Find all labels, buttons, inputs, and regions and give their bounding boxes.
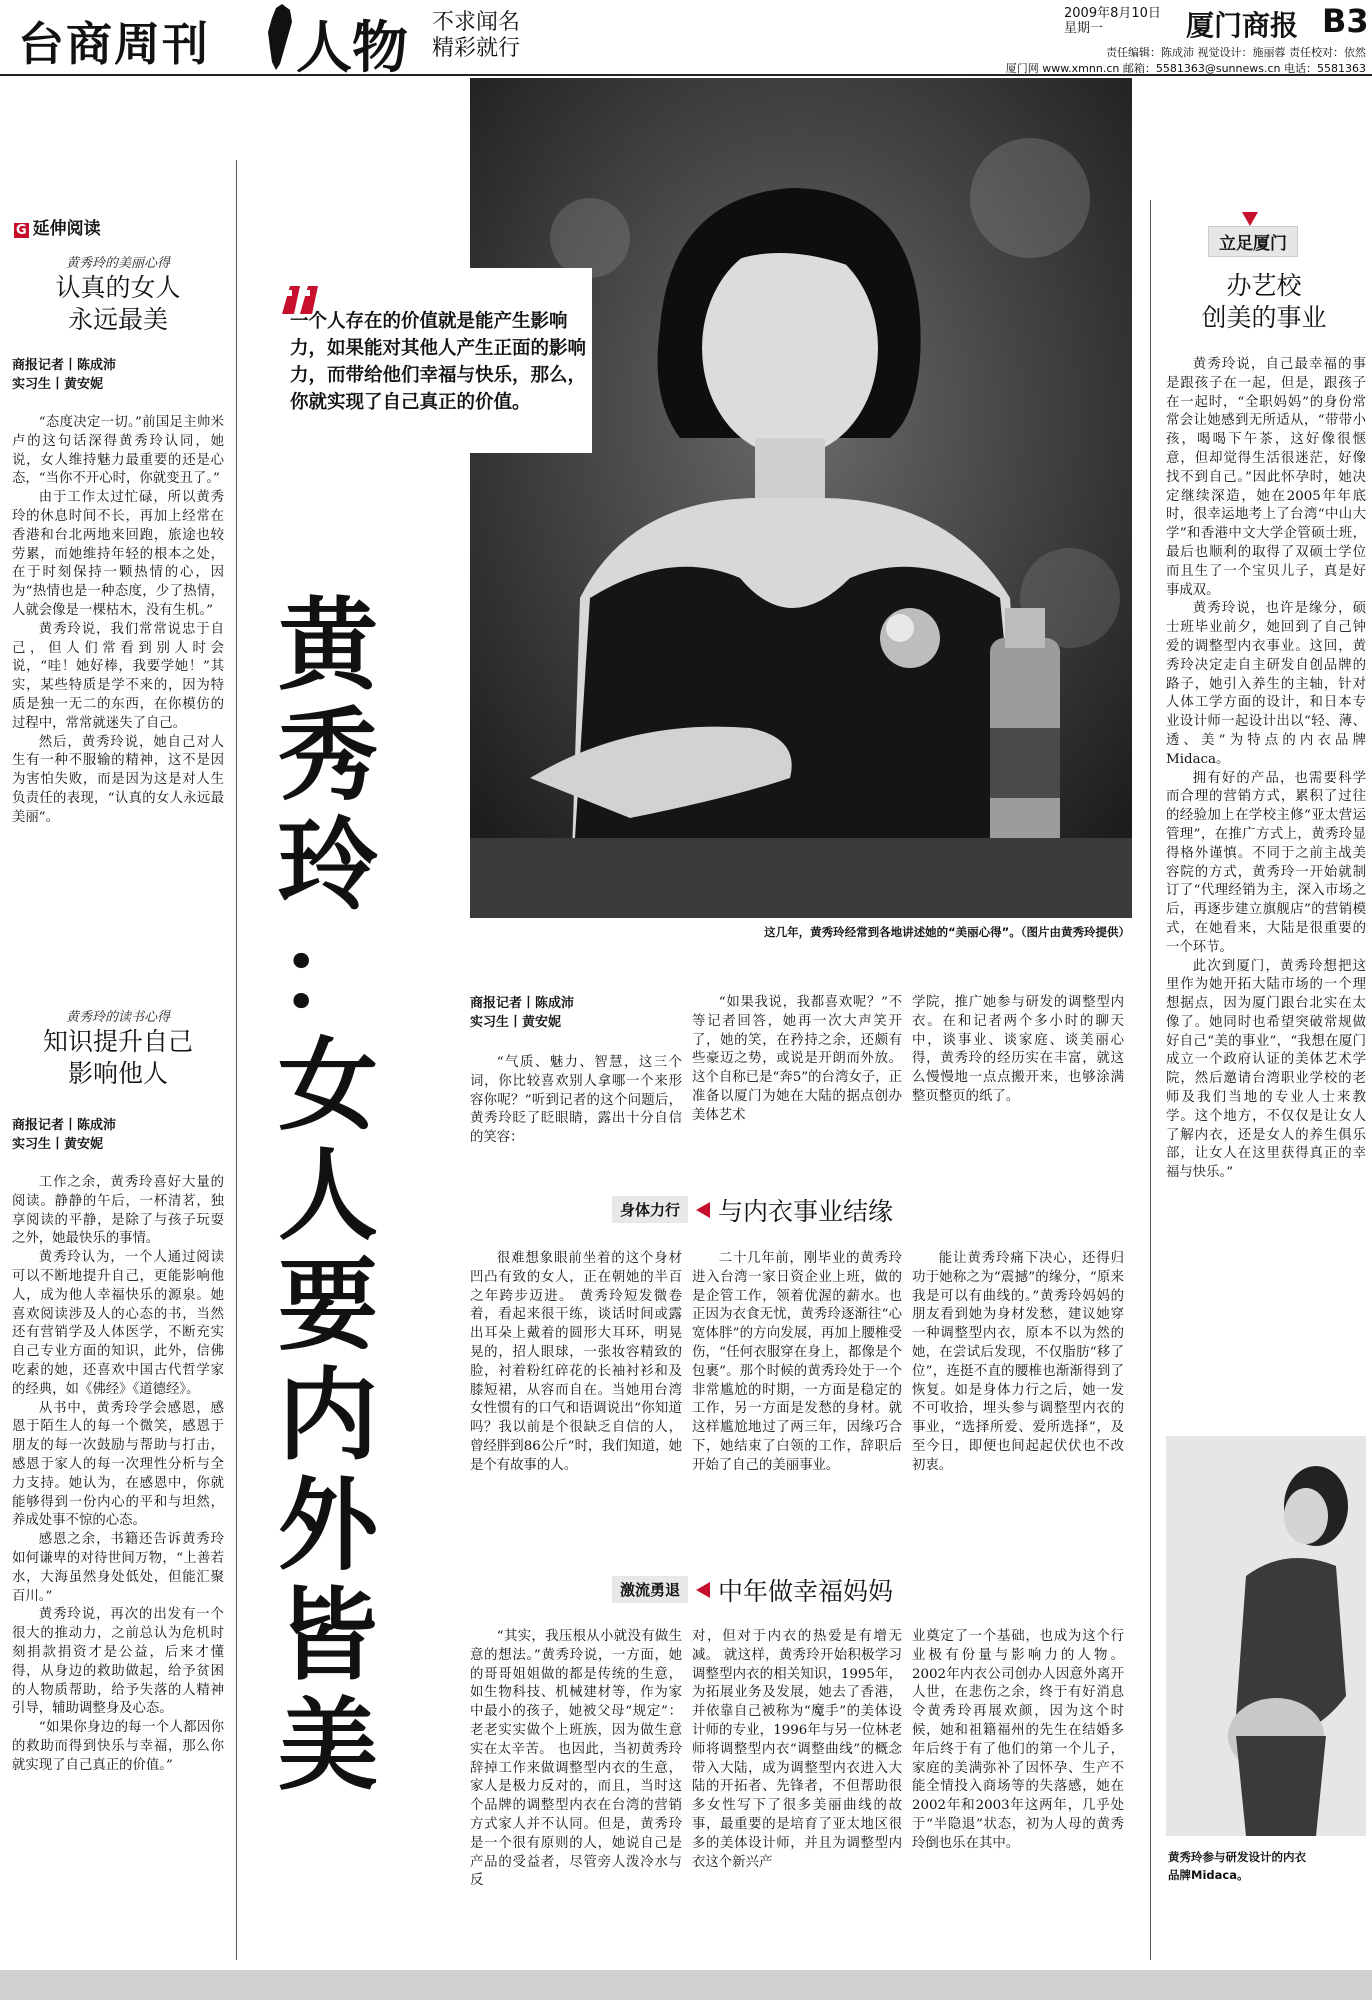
main-headline: 黄 秀 玲 ： 女 人 要 内 外 皆 美 — [278, 586, 378, 1804]
section1-tag: 身体力行 — [612, 1196, 688, 1223]
contact-line: 厦门网 www.xmnn.cn 邮箱：5581363@sunnews.cn 电话：5581363 — [1005, 62, 1366, 75]
page-number: B3 — [1322, 2, 1369, 40]
right-body: 黄秀玲说，自己最幸福的事是跟孩子在一起，但是，跟孩子在一起时，“全职妈妈”的身份常常会让她感到无所适从，“带带小孩，喝喝下午茶，这好像很惬意，但却觉得生活很迷茫，好像找不到自己。”因此怀孕时，她决定继续深造，她在2005年年底时，很幸运地考上了台湾“中山大学”和香港中文大学企管硕士班，最后也顺利的取得了双硕士学位而且生了一个宝贝儿子，真是好事成双。 黄秀玲说，也许是缘分，硕士班毕业前夕，她回到了自己钟爱的调整型内衣事业。这回，黄秀玲决定走自主研发自创品牌的路子，她引入养生的主轴，针对人体工学方面的设计，和日本专业设计师一起设计出以“轻、薄、透、美”为特点的内衣品牌Midaca。 拥有好的产品，也需要科学而合理的营销方式，累积了过往的经验加上在学校主修“亚太营运管理”，在推广方式上，黄秀玲显得格外谨慎。不同于之前主战美容院的方式，黄秀玲一开始就制订了“代理经销为主，深入市场之后，再逐步建立旗舰店”的营销模式，在她看来，大陆是很重要的一个环节。 此次到厦门，黄秀玲想把这里作为她开拓大陆市场的一个理想据点，因为厦门跟台北实在太像了。她同时也希望突破常规做好自己“美的事业”，“我想在厦门成立一个政府认证的美体艺术学院，然后邀请台湾职业学校的老师及我们当地的专业人士来教学。这个地方，不仅仅是让女人了解内衣，还是女人的养生俱乐部，让女人在这里获得真正的幸福与快乐。” — [1166, 357, 1366, 1181]
paper-name: 厦门商报 — [1186, 9, 1299, 42]
section1-col3: 能让黄秀玲痛下决心，还得归功于她称之为“震撼”的缘分，“原来我是可以有曲线的。”黄秀玲妈妈的朋友看到她为身材发愁，建议她穿一种调整型内衣，原本不以为然的她，在尝试后发现，不仅脂肪“移了位”，连挺不直的腰椎也渐渐得到了恢复。如是身体力行之后，她一发不可收拾，埋头参与调整型内衣的事业，“选择所爱、爱所选择”，及至今日，即便也间起起伏伏也不改初衷。 — [912, 1251, 1124, 1473]
feature-byline: 商报记者丨陈成沛 实习生丨黄安妮 — [470, 996, 575, 1030]
section2-col3: 业奠定了一个基础，也成为这个行业极有份量与影响力的人物。 2002年内衣公司创办人因意外离开人世，在悲伤之余，终于有好消息令黄秀玲再展欢颜，因为这个时候，她和祖籍福州的先生在结婚多年后终于有了他们的第一个儿子，家庭的美满弥补了因怀孕、生产不能全情投入商场等的失落感，她在2002年和2003年这两年，几乎处于“半隐退”状态，初为人母的黄秀玲倒也乐在其中。 — [912, 1629, 1124, 1851]
article2-kicker: 黄秀玲的读书心得 — [65, 1010, 170, 1025]
issue-date: 2009年8月10日 星期一 — [1064, 6, 1161, 36]
section1-col1: 很难想象眼前坐着的这个身材凹凸有致的女人，正在朝她的半百之年跨步迈进。 黄秀玲短发微卷着，看起来很干练，谈话时间或露出耳朵上戴着的圆形大耳环，明晃晃的，招人眼球，一张妆容精致的脸，衬着粉红碎花的长袖衬衫和及膝短裙，从容而自在。当她用台湾女性惯有的口气和语调说出“你知道吗？我以前是个很缺乏自信的人，曾经胖到86公斤”时，我们知道，她是个有故事的人。 — [470, 1251, 682, 1473]
photo-caption: 这几年，黄秀玲经常到各地讲述她的“美丽心得”。（图片由黄秀玲提供） — [764, 925, 1130, 939]
taiwan-map-icon — [258, 2, 298, 72]
red-arrow-icon — [696, 1582, 710, 1598]
red-triangle-icon — [1242, 212, 1258, 226]
right-headline: 办艺校 创美的事业 — [1201, 271, 1327, 332]
column-rule-right — [1150, 200, 1151, 1960]
product-caption: 黄秀玲参与研发设计的内衣 品牌Midaca。 — [1168, 1850, 1306, 1882]
article1-byline: 商报记者丨陈成沛 实习生丨黄安妮 — [12, 358, 117, 392]
quote-text: 一个人存在的价值就是能产生影响力，如果能对其他人产生正面的影响力，而带给他们幸福与快乐，那么，你就实现了自己真正的价值。 — [290, 311, 587, 413]
feature-intro-col1: “气质、魅力、智慧，这三个词，你比较喜欢别人拿哪一个来形容你呢？”听到记者的这个问题后，黄秀玲眨了眨眼睛，露出十分自信的笑容： — [470, 1055, 682, 1146]
article2-body: 工作之余，黄秀玲喜好大量的阅读。静静的午后，一杯清茗，独享阅读的平静，是除了与孩子玩耍之外，她最快乐的事情。 黄秀玲认为，一个人通过阅读可以不断地提升自己，更能影响他人，成为他人幸福快乐的源泉。她喜欢阅读涉及人的心态的书，当然还有营销学及人体医学，不断充实自己专业方面的知识，此外，信佛吃素的她，还喜欢中国古代哲学家的经典，如《佛经》《道德经》。 从书中，黄秀玲学会感恩，感恩于陌生人的每一个微笑，感恩于朋友的每一次鼓励与帮助与打击，感恩于家人的每一次理性分析与全力支持。她认为，在感恩中，你就能够得到一份内心的平和与坦然，养成处事不惊的心态。 感恩之余，书籍还告诉黄秀玲如何谦卑的对待世间万物，“上善若水，大海虽然身处低处，但能汇聚百川。” 黄秀玲说，再次的出发有一个很大的推动力，之前总认为危机时刻捐款捐资才是公益，后来才懂得，从身边的救助做起，给予贫困的人物质帮助，给予失落的人精神引导，辅助调整身及心态。 “如果你身边的每一个人都因你的救助而得到快乐与幸福，那么你就实现了自己真正的价值。” — [12, 1175, 224, 1773]
article1-body: “态度决定一切。”前国足主帅米卢的这句话深得黄秀玲认同，她说，女人维持魅力最重要的还是心态，“当你不开心时，你就变丑了。” 由于工作太过忙碌，所以黄秀玲的休息时间不长，再加上经常在香港和台北两地来回跑，旅途也较劳累，而她维持年轻的根本之处，在于时刻保持一颗热情的心，因为“热情也是一种态度，少了热情，人就会像是一棵枯木，没有生机。” 黄秀玲说，我们常常说忠于自己，但人们常看到别人时会说，“哇！她好棒，我要学她！”其实，某些特质是学不来的，因为特质是独一无二的东西，在你模仿的过程中，常常就迷失了自己。 然后，黄秀玲说，她自己对人生有一种不服输的精神，这不是因为害怕失败，而是因为这是对人生负责任的表现，“认真的女人永远最美丽”。 — [12, 415, 224, 825]
label-mark-icon: G — [16, 223, 27, 238]
extended-reading-label: G 延伸阅读 — [16, 219, 101, 239]
portrait-illustration — [470, 78, 1132, 918]
article2-byline: 商报记者丨陈成沛 实习生丨黄安妮 — [12, 1118, 117, 1152]
product-illustration — [1166, 1436, 1366, 1836]
editor-credits: 责任编辑：陈成沛 视觉设计：施丽蓉 责任校对：依然 — [1106, 46, 1366, 59]
brand-title: 台商周刊 — [18, 17, 210, 71]
footer-bar — [0, 1970, 1372, 2000]
section-title: 人物 — [296, 16, 408, 81]
article1-headline: 认真的女人 永远最美 — [55, 273, 181, 334]
red-arrow-icon — [696, 1202, 710, 1218]
feature-intro-col3: 学院，推广她参与研发的调整型内衣。在和记者两个多小时的聊天中，谈事业、谈家庭、谈美丽心得，黄秀玲的经历实在丰富，就这么慢慢地一点点搬开来，也够涂满整页整页的纸了。 — [912, 995, 1124, 1104]
section2-title: 中年做幸福妈妈 — [718, 1577, 894, 1606]
article2-headline: 知识提升自己 影响他人 — [42, 1027, 193, 1088]
feature-intro-col2: “如果我说，我都喜欢呢？”不等记者回答，她再一次大声笑开了，她的笑，在矜持之余，还颇有些豪迈之势，或说是开朗而外放。 这个自称已是“奔5”的台湾女子，正准备以厦门为她在大陆的据点创办美体艺术 — [692, 995, 902, 1123]
product-photo — [1166, 1436, 1366, 1836]
section2-col2: 对，但对于内衣的热爱是有增无减。 就这样，黄秀玲开始积极学习调整型内衣的相关知识，1995年，为拓展业务及发展，她去了香港，并依靠自己被称为“魔手”的美体设计师的专业，1996年与另一位林老师将调整型内衣“调整曲线”的概念带入大陆，成为调整型内衣进入大陆的开拓者、先锋者，不但帮助很多女性写下了很多美丽曲线的故事，最重要的是培育了亚太地区很多的美体设计师，并且为调整型内衣这个新兴产 — [692, 1629, 902, 1870]
section2-col1: “其实，我压根从小就没有做生意的想法。”黄秀玲说，一方面，她的哥哥姐姐做的都是传统的生意，如生物科技、机械建材等，作为家中最小的孩子，她被父母“规定”：老老实实做个上班族，因为做生意实在太辛苦。 也因此，当初黄秀玲辞掉工作来做调整型内衣的生意，家人是极力反对的，而且，当时这个品牌的调整型内衣在台湾的营销方式家人并不认同。但是，黄秀玲是一个很有原则的人，她说自己是产品的受益者，尽管旁人泼冷水与反 — [470, 1629, 682, 1889]
article1-kicker: 黄秀玲的美丽心得 — [65, 256, 170, 271]
section2-tag: 激流勇退 — [612, 1576, 688, 1603]
column-rule-left — [236, 160, 237, 1960]
right-section-label: 立足厦门 — [1208, 226, 1298, 257]
main-photo — [470, 78, 1132, 918]
slogan: 不求闻名 精彩就行 — [432, 10, 521, 61]
section1-heading — [612, 1192, 893, 1228]
section1-title: 与内衣事业结缘 — [718, 1197, 894, 1226]
section2-heading — [612, 1572, 893, 1608]
section1-col2: 二十几年前，刚毕业的黄秀玲进入台湾一家日资企业上班，做的是企管工作，领着优渥的薪水。也正因为衣食无忧，黄秀玲逐渐往“心宽体胖”的方向发展，再加上腰椎受伤，“任何衣服穿在身上，都像是个包裹”。那个时候的黄秀玲处于一个非常尴尬的时期，一方面是稳定的工作，另一方面是发愁的身材。就这样尴尬地过了两三年，因缘巧合下，她结束了白领的工作，辞职后开始了自己的美丽事业。 — [692, 1251, 902, 1473]
